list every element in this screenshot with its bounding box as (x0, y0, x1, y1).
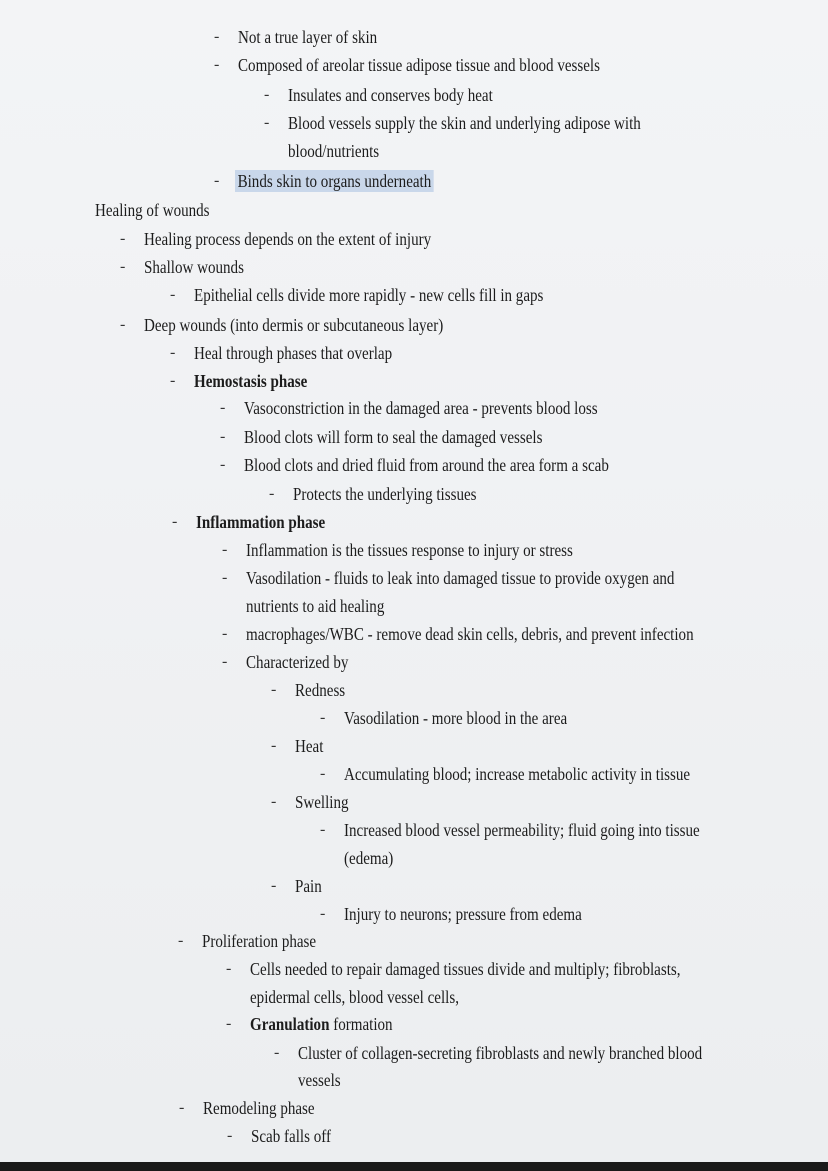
bullet-dash: - (120, 316, 126, 333)
bullet-dash: - (271, 681, 277, 698)
bullet-dash: - (320, 709, 326, 726)
bullet-dash: - (120, 258, 126, 275)
phase-heading: Remodeling phase (203, 1098, 315, 1118)
note-line: Inflammation is the tissues response to injury or stress (246, 540, 573, 560)
note-line: Scab falls off (251, 1126, 331, 1146)
bullet-dash: - (214, 172, 220, 189)
note-line: vessels (298, 1070, 341, 1090)
note-line: Characterized by (246, 652, 349, 672)
note-line: Increased blood vessel permeability; fluid going into tissue (344, 820, 700, 840)
bullet-dash: - (227, 1127, 233, 1144)
note-line: Heat (295, 736, 324, 756)
granulation-suffix: formation (333, 1014, 393, 1034)
note-line: Vasodilation - fluids to leak into damaged tissue to provide oxygen and (246, 568, 675, 588)
note-line: Heal through phases that overlap (194, 343, 393, 363)
bullet-dash: - (320, 765, 326, 782)
bullet-dash: - (320, 821, 326, 838)
note-line: Shallow wounds (144, 257, 244, 277)
bullet-dash: - (320, 905, 326, 922)
note-line: Epithelial cells divide more rapidly - new cells fill in gaps (194, 285, 544, 305)
note-line: Composed of areolar tissue adipose tissue and blood vessels (238, 55, 600, 75)
granulation-term: Granulation (250, 1014, 330, 1034)
bullet-dash: - (170, 372, 176, 389)
highlighted-note-line: Binds skin to organs underneath (235, 170, 434, 192)
bullet-dash: - (220, 399, 226, 416)
note-line: epidermal cells, blood vessel cells, (250, 987, 459, 1007)
bullet-dash: - (271, 737, 277, 754)
bullet-dash: - (170, 344, 176, 361)
note-line: Insulates and conserves body heat (288, 85, 493, 105)
note-line: Healing process depends on the extent of injury (144, 229, 432, 249)
bullet-dash: - (220, 428, 226, 445)
note-line: Swelling (295, 792, 349, 812)
note-line: Pain (295, 876, 322, 896)
bullet-dash: - (222, 541, 228, 558)
bullet-dash: - (214, 28, 220, 45)
note-line: Blood clots and dried fluid from around the area form a scab (244, 455, 609, 475)
bullet-dash: - (271, 877, 277, 894)
note-line: Injury to neurons; pressure from edema (344, 904, 582, 924)
note-line: Blood clots will form to seal the damaged vessels (244, 427, 543, 447)
section-heading: Healing of wounds (95, 200, 210, 220)
note-line: Redness (295, 680, 346, 700)
bullet-dash: - (274, 1044, 280, 1061)
note-line: blood/nutrients (288, 141, 380, 161)
note-line: Not a true layer of skin (238, 27, 378, 47)
bullet-dash: - (222, 625, 228, 642)
bullet-dash: - (222, 653, 228, 670)
phase-heading: Proliferation phase (202, 931, 317, 951)
phase-heading: Hemostasis phase (194, 371, 308, 391)
bullet-dash: - (264, 86, 270, 103)
bullet-dash: - (271, 793, 277, 810)
note-line: Vasodilation - more blood in the area (344, 708, 568, 728)
note-line: Cells needed to repair damaged tissues divide and multiply; fibroblasts, (250, 959, 681, 979)
bullet-dash: - (172, 513, 178, 530)
note-line: Deep wounds (into dermis or subcutaneous layer) (144, 315, 444, 335)
bullet-dash: - (178, 932, 184, 949)
note-line: nutrients to aid healing (246, 596, 385, 616)
note-line: Cluster of collagen-secreting fibroblasts and newly branched blood (298, 1043, 703, 1063)
note-line: Accumulating blood; increase metabolic activity in tissue (344, 764, 691, 784)
bullet-dash: - (222, 569, 228, 586)
note-line: Vasoconstriction in the damaged area - prevents blood loss (244, 398, 598, 418)
note-line: Blood vessels supply the skin and underlying adipose with (288, 113, 641, 133)
bullet-dash: - (226, 1015, 232, 1032)
note-line: Protects the underlying tissues (293, 484, 477, 504)
bullet-dash: - (220, 456, 226, 473)
bullet-dash: - (120, 230, 126, 247)
bullet-dash: - (269, 485, 275, 502)
bullet-dash: - (214, 56, 220, 73)
bullet-dash: - (170, 286, 176, 303)
bullet-dash: - (179, 1099, 185, 1116)
bullet-dash: - (264, 114, 270, 131)
bottom-edge-bar (0, 1162, 828, 1171)
note-line (250, 1013, 393, 1035)
note-line: macrophages/WBC - remove dead skin cells, debris, and prevent infection (246, 624, 694, 644)
note-line: (edema) (344, 848, 394, 868)
phase-heading: Inflammation phase (196, 512, 326, 532)
bullet-dash: - (226, 960, 232, 977)
